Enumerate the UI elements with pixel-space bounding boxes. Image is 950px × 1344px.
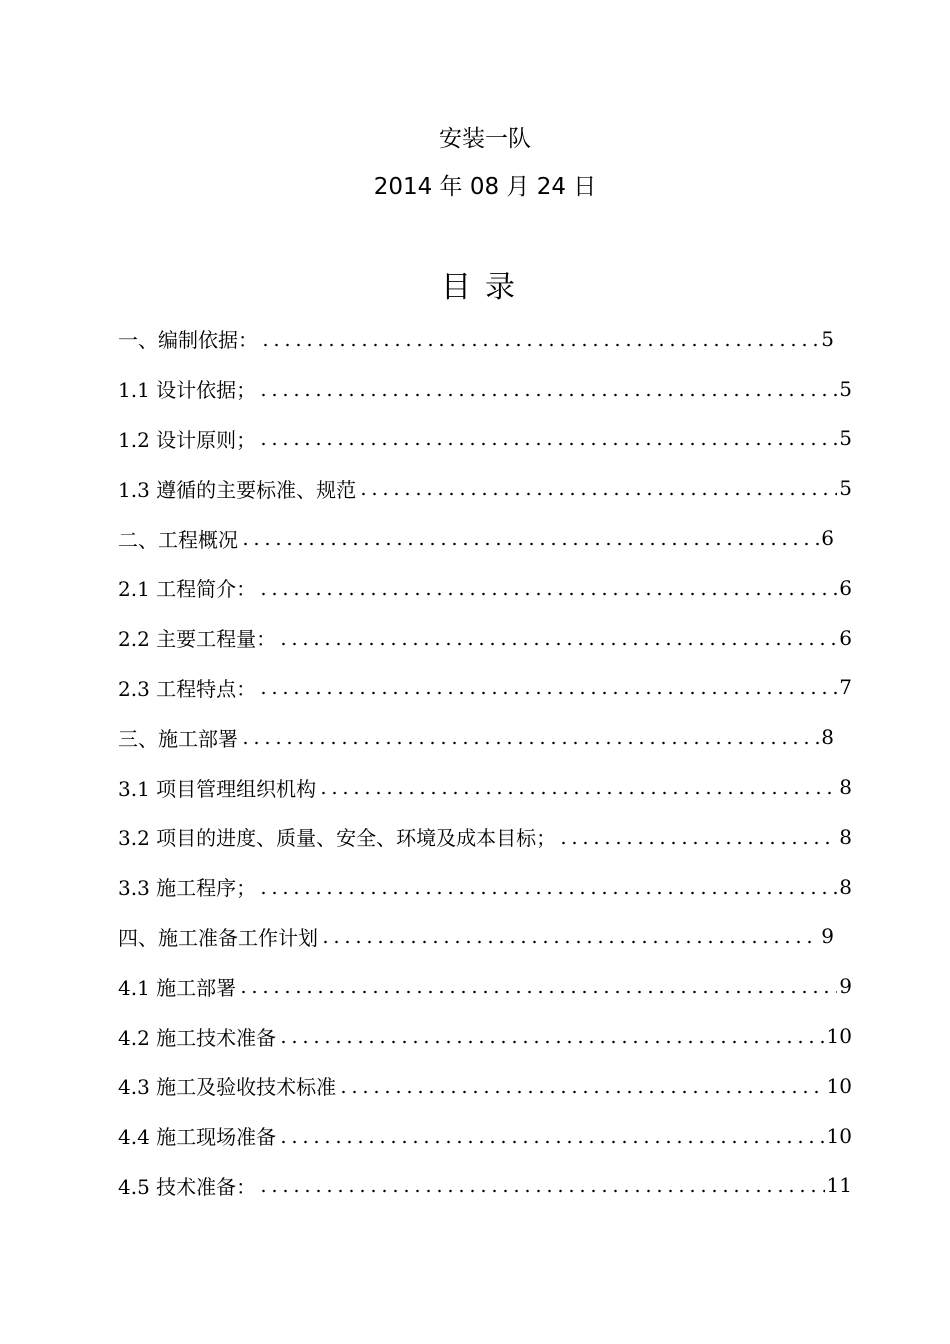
toc-entry-page-number: 6 bbox=[821, 526, 834, 551]
toc-entry-page-number: 8 bbox=[839, 874, 852, 899]
toc-entry-page-number: 8 bbox=[839, 824, 852, 849]
toc-dot-leader bbox=[240, 528, 819, 548]
toc-entry[interactable] bbox=[118, 912, 852, 962]
toc-entry[interactable] bbox=[118, 1161, 852, 1211]
toc-entry-page-number: 9 bbox=[839, 974, 852, 999]
toc-entry[interactable] bbox=[118, 414, 852, 464]
toc-entry[interactable] bbox=[118, 364, 852, 414]
toc-entry-page-number: 5 bbox=[839, 426, 852, 451]
toc-entry-label: 3.1 项目管理组织机构 bbox=[118, 776, 317, 801]
toc-entry-label: 4.1 施工部署 bbox=[118, 975, 237, 1000]
toc-entry-label: 2.2 主要工程量： bbox=[118, 627, 277, 652]
toc-dot-leader bbox=[320, 926, 819, 946]
toc-entry-page-number: 10 bbox=[826, 1073, 852, 1098]
toc-entry[interactable] bbox=[118, 513, 852, 563]
toc-entry[interactable] bbox=[118, 663, 852, 713]
toc-entry[interactable] bbox=[118, 563, 852, 613]
toc-entry[interactable] bbox=[118, 862, 852, 912]
toc-dot-leader bbox=[278, 1126, 824, 1146]
toc-dot-leader bbox=[278, 628, 837, 648]
toc-entry-label: 4.4 施工现场准备 bbox=[118, 1125, 277, 1150]
toc-dot-leader bbox=[258, 379, 837, 399]
toc-dot-leader bbox=[258, 677, 837, 697]
toc-dot-leader bbox=[240, 727, 819, 747]
toc-dot-leader bbox=[258, 578, 837, 598]
toc-entry[interactable] bbox=[118, 1061, 852, 1111]
toc-dot-leader bbox=[278, 1026, 824, 1046]
toc-entry-label: 1.2 设计原则； bbox=[118, 427, 257, 452]
toc-entry[interactable] bbox=[118, 812, 852, 862]
toc-entry-label: 2.1 工程简介： bbox=[118, 577, 257, 602]
toc-dot-leader bbox=[358, 478, 837, 498]
toc-entry-label: 2.3 工程特点： bbox=[118, 676, 257, 701]
toc-entry-page-number: 10 bbox=[826, 1024, 852, 1049]
table-of-contents bbox=[118, 314, 852, 1210]
toc-entry[interactable] bbox=[118, 961, 852, 1011]
document-date: 2014 年 08 月 24 日 bbox=[373, 174, 597, 200]
toc-entry-label: 三、施工部署 bbox=[118, 726, 238, 751]
toc-entry-page-number: 6 bbox=[839, 625, 852, 650]
toc-entry-page-number: 8 bbox=[839, 775, 852, 800]
toc-dot-leader bbox=[558, 827, 837, 847]
toc-entry-page-number: 5 bbox=[839, 476, 852, 501]
toc-entry-page-number: 11 bbox=[826, 1173, 852, 1198]
toc-entry[interactable] bbox=[118, 314, 852, 364]
toc-dot-leader bbox=[258, 428, 837, 448]
toc-entry[interactable] bbox=[118, 613, 852, 663]
toc-entry-page-number: 9 bbox=[821, 924, 834, 949]
organization-name: 安装一队 bbox=[439, 126, 531, 152]
toc-dot-leader bbox=[238, 976, 837, 996]
toc-entry-page-number: 8 bbox=[821, 725, 834, 750]
toc-entry-label: 4.2 施工技术准备 bbox=[118, 1025, 277, 1050]
toc-entry-page-number: 7 bbox=[839, 675, 852, 700]
toc-entry-label: 一、编制依据： bbox=[118, 328, 258, 353]
toc-entry-label: 1.3 遵循的主要标准、规范 bbox=[118, 477, 357, 502]
toc-entry-label: 1.1 设计依据； bbox=[118, 378, 257, 403]
toc-dot-leader bbox=[318, 777, 837, 797]
toc-entry[interactable] bbox=[118, 1111, 852, 1161]
toc-entry-label: 二、工程概况 bbox=[118, 527, 238, 552]
toc-entry-page-number: 5 bbox=[821, 326, 834, 351]
toc-entry-page-number: 5 bbox=[839, 376, 852, 401]
toc-title: 目录 bbox=[441, 270, 529, 305]
toc-entry-page-number: 10 bbox=[826, 1123, 852, 1148]
toc-dot-leader bbox=[258, 1175, 824, 1195]
toc-entry-label: 4.5 技术准备： bbox=[118, 1174, 257, 1199]
toc-dot-leader bbox=[338, 1076, 824, 1096]
toc-entry[interactable] bbox=[118, 463, 852, 513]
toc-entry-page-number: 6 bbox=[839, 575, 852, 600]
toc-entry-label: 3.3 施工程序； bbox=[118, 876, 257, 901]
toc-dot-leader bbox=[258, 877, 837, 897]
toc-entry-label: 4.3 施工及验收技术标准 bbox=[118, 1075, 337, 1100]
toc-dot-leader bbox=[260, 329, 819, 349]
toc-entry[interactable] bbox=[118, 1011, 852, 1061]
toc-entry-label: 四、施工准备工作计划 bbox=[118, 925, 318, 950]
toc-entry-label: 3.2 项目的进度、质量、安全、环境及成本目标； bbox=[118, 826, 557, 851]
toc-entry[interactable] bbox=[118, 712, 852, 762]
toc-entry[interactable] bbox=[118, 762, 852, 812]
